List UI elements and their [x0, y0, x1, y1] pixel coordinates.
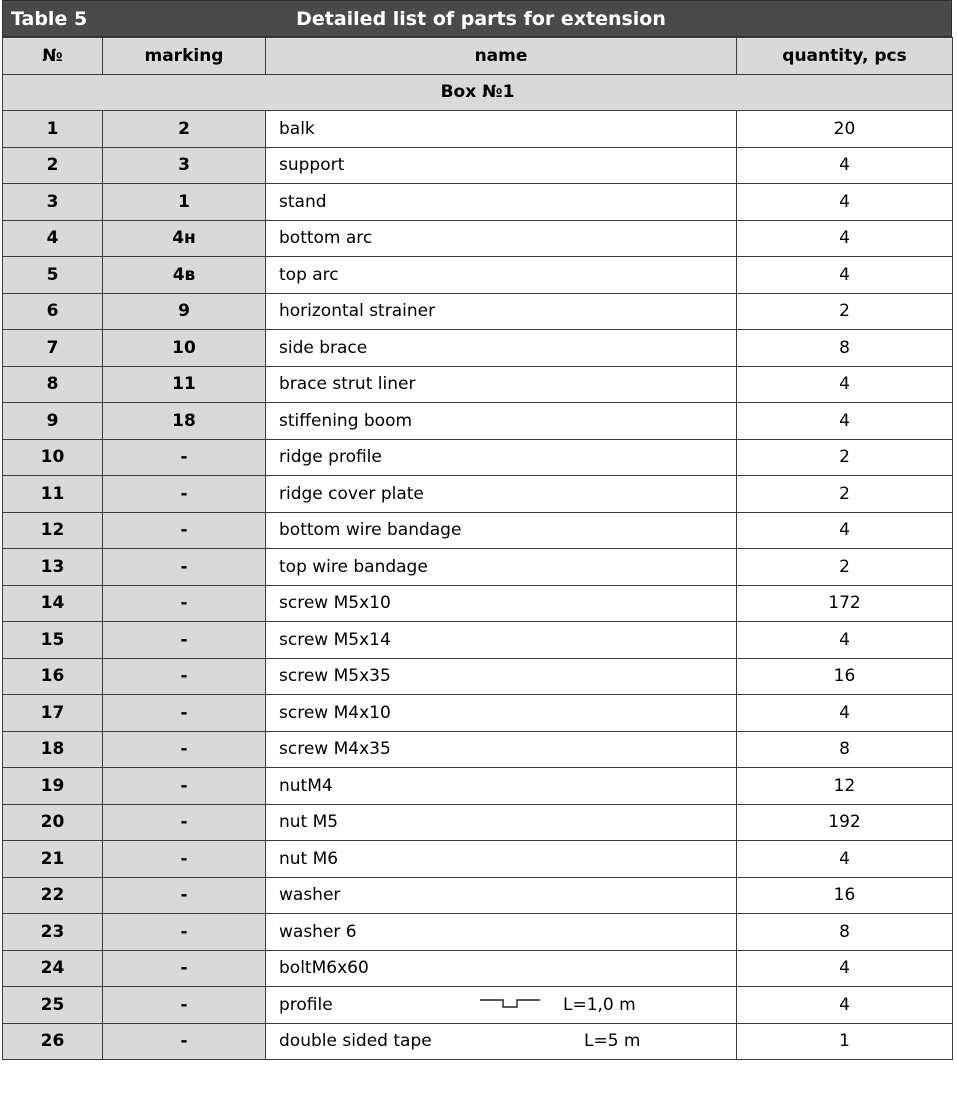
row-number: 25: [3, 987, 103, 1024]
table-title: Detailed list of parts for extension: [296, 7, 666, 30]
row-marking: -: [103, 768, 266, 805]
row-marking: -: [103, 439, 266, 476]
row-name-detail: [279, 1031, 736, 1051]
table-row: [3, 914, 953, 951]
row-quantity: 192: [737, 804, 953, 841]
row-name: boltM6x60: [266, 950, 737, 987]
row-name: top wire bandage: [266, 549, 737, 586]
row-number: 21: [3, 841, 103, 878]
row-number: 16: [3, 658, 103, 695]
table-row: [3, 768, 953, 805]
table-row: [3, 220, 953, 257]
row-marking: -: [103, 1023, 266, 1060]
row-number: 11: [3, 476, 103, 513]
row-name: bottom arc: [266, 220, 737, 257]
row-marking: -: [103, 585, 266, 622]
row-quantity: 4: [737, 841, 953, 878]
row-number: 2: [3, 147, 103, 184]
row-name: [266, 1023, 737, 1060]
row-name: screw M5x10: [266, 585, 737, 622]
row-quantity: 16: [737, 877, 953, 914]
row-number: 15: [3, 622, 103, 659]
row-number: 17: [3, 695, 103, 732]
row-length: L=1,0 m: [563, 994, 636, 1015]
row-quantity: 4: [737, 403, 953, 440]
row-number: 5: [3, 257, 103, 294]
row-number: 3: [3, 184, 103, 221]
row-quantity: 8: [737, 330, 953, 367]
table-row: [3, 987, 953, 1024]
row-marking: -: [103, 695, 266, 732]
row-name-label: profile: [279, 994, 333, 1015]
section-row: [3, 74, 953, 111]
row-quantity: 172: [737, 585, 953, 622]
table-row: [3, 147, 953, 184]
row-quantity: 4: [737, 512, 953, 549]
row-marking: -: [103, 549, 266, 586]
row-name: ridge profile: [266, 439, 737, 476]
row-name-detail: [279, 995, 736, 1015]
table-row: [3, 111, 953, 148]
row-marking: -: [103, 658, 266, 695]
header-row: [3, 38, 953, 75]
row-quantity: 20: [737, 111, 953, 148]
row-number: 9: [3, 403, 103, 440]
row-marking: -: [103, 731, 266, 768]
row-marking: -: [103, 950, 266, 987]
section-label: Box №1: [3, 74, 953, 111]
row-marking: -: [103, 804, 266, 841]
row-quantity: 4: [737, 184, 953, 221]
table-row: [3, 658, 953, 695]
row-number: 4: [3, 220, 103, 257]
row-marking: 4в: [103, 257, 266, 294]
row-marking: 18: [103, 403, 266, 440]
row-number: 13: [3, 549, 103, 586]
row-quantity: 4: [737, 257, 953, 294]
row-marking: 10: [103, 330, 266, 367]
table-row: [3, 877, 953, 914]
row-quantity: 8: [737, 914, 953, 951]
row-name: nut M6: [266, 841, 737, 878]
profile-shape-icon: [479, 998, 541, 1012]
row-name: stand: [266, 184, 737, 221]
row-marking: -: [103, 841, 266, 878]
row-quantity: 4: [737, 622, 953, 659]
row-quantity: 12: [737, 768, 953, 805]
table-row: [3, 585, 953, 622]
table-number: Table 5: [11, 7, 88, 30]
row-name: top arc: [266, 257, 737, 294]
header-quantity: quantity, pcs: [737, 38, 953, 75]
row-name: stiffening boom: [266, 403, 737, 440]
row-name: [266, 987, 737, 1024]
row-marking: 4н: [103, 220, 266, 257]
row-quantity: 8: [737, 731, 953, 768]
row-number: 19: [3, 768, 103, 805]
row-number: 20: [3, 804, 103, 841]
row-name: brace strut liner: [266, 366, 737, 403]
row-name: horizontal strainer: [266, 293, 737, 330]
row-quantity: 4: [737, 220, 953, 257]
parts-table-container: [2, 0, 952, 1060]
row-quantity: 4: [737, 987, 953, 1024]
row-marking: -: [103, 512, 266, 549]
header-marking: marking: [103, 38, 266, 75]
row-number: 22: [3, 877, 103, 914]
table-row: [3, 293, 953, 330]
row-number: 14: [3, 585, 103, 622]
row-marking: -: [103, 877, 266, 914]
row-name: support: [266, 147, 737, 184]
row-number: 10: [3, 439, 103, 476]
row-name: washer: [266, 877, 737, 914]
row-number: 12: [3, 512, 103, 549]
row-number: 24: [3, 950, 103, 987]
row-quantity: 2: [737, 439, 953, 476]
table-row: [3, 366, 953, 403]
row-number: 7: [3, 330, 103, 367]
table-row: [3, 257, 953, 294]
row-name: side brace: [266, 330, 737, 367]
table-row: [3, 512, 953, 549]
row-number: 6: [3, 293, 103, 330]
row-length: L=5 m: [584, 1031, 641, 1052]
row-marking: -: [103, 914, 266, 951]
row-number: 26: [3, 1023, 103, 1060]
parts-table: [2, 37, 953, 1060]
table-row: [3, 950, 953, 987]
row-name: screw M4x35: [266, 731, 737, 768]
row-name-label: double sided tape: [279, 1031, 432, 1052]
row-marking: 11: [103, 366, 266, 403]
row-number: 18: [3, 731, 103, 768]
header-name: name: [266, 38, 737, 75]
table-row: [3, 695, 953, 732]
table-row: [3, 476, 953, 513]
row-quantity: 1: [737, 1023, 953, 1060]
row-name: screw M5x35: [266, 658, 737, 695]
row-marking: 1: [103, 184, 266, 221]
row-marking: 3: [103, 147, 266, 184]
row-name: screw M5x14: [266, 622, 737, 659]
row-name: ridge cover plate: [266, 476, 737, 513]
row-quantity: 4: [737, 950, 953, 987]
table-row: [3, 184, 953, 221]
row-name: nut M5: [266, 804, 737, 841]
row-number: 1: [3, 111, 103, 148]
table-row: [3, 403, 953, 440]
row-quantity: 16: [737, 658, 953, 695]
row-marking: 2: [103, 111, 266, 148]
table-row: [3, 1023, 953, 1060]
row-name: bottom wire bandage: [266, 512, 737, 549]
row-quantity: 4: [737, 147, 953, 184]
table-row: [3, 731, 953, 768]
row-quantity: 4: [737, 695, 953, 732]
table-title-bar: [2, 0, 952, 37]
row-name: washer 6: [266, 914, 737, 951]
row-quantity: 4: [737, 366, 953, 403]
row-marking: -: [103, 476, 266, 513]
table-row: [3, 549, 953, 586]
table-row: [3, 841, 953, 878]
row-name: balk: [266, 111, 737, 148]
row-marking: 9: [103, 293, 266, 330]
header-number: №: [3, 38, 103, 75]
row-name: screw M4x10: [266, 695, 737, 732]
row-name: nutM4: [266, 768, 737, 805]
table-row: [3, 330, 953, 367]
row-quantity: 2: [737, 476, 953, 513]
row-number: 23: [3, 914, 103, 951]
table-row: [3, 439, 953, 476]
row-marking: -: [103, 987, 266, 1024]
row-quantity: 2: [737, 549, 953, 586]
row-marking: -: [103, 622, 266, 659]
table-row: [3, 622, 953, 659]
table-row: [3, 804, 953, 841]
row-number: 8: [3, 366, 103, 403]
row-quantity: 2: [737, 293, 953, 330]
